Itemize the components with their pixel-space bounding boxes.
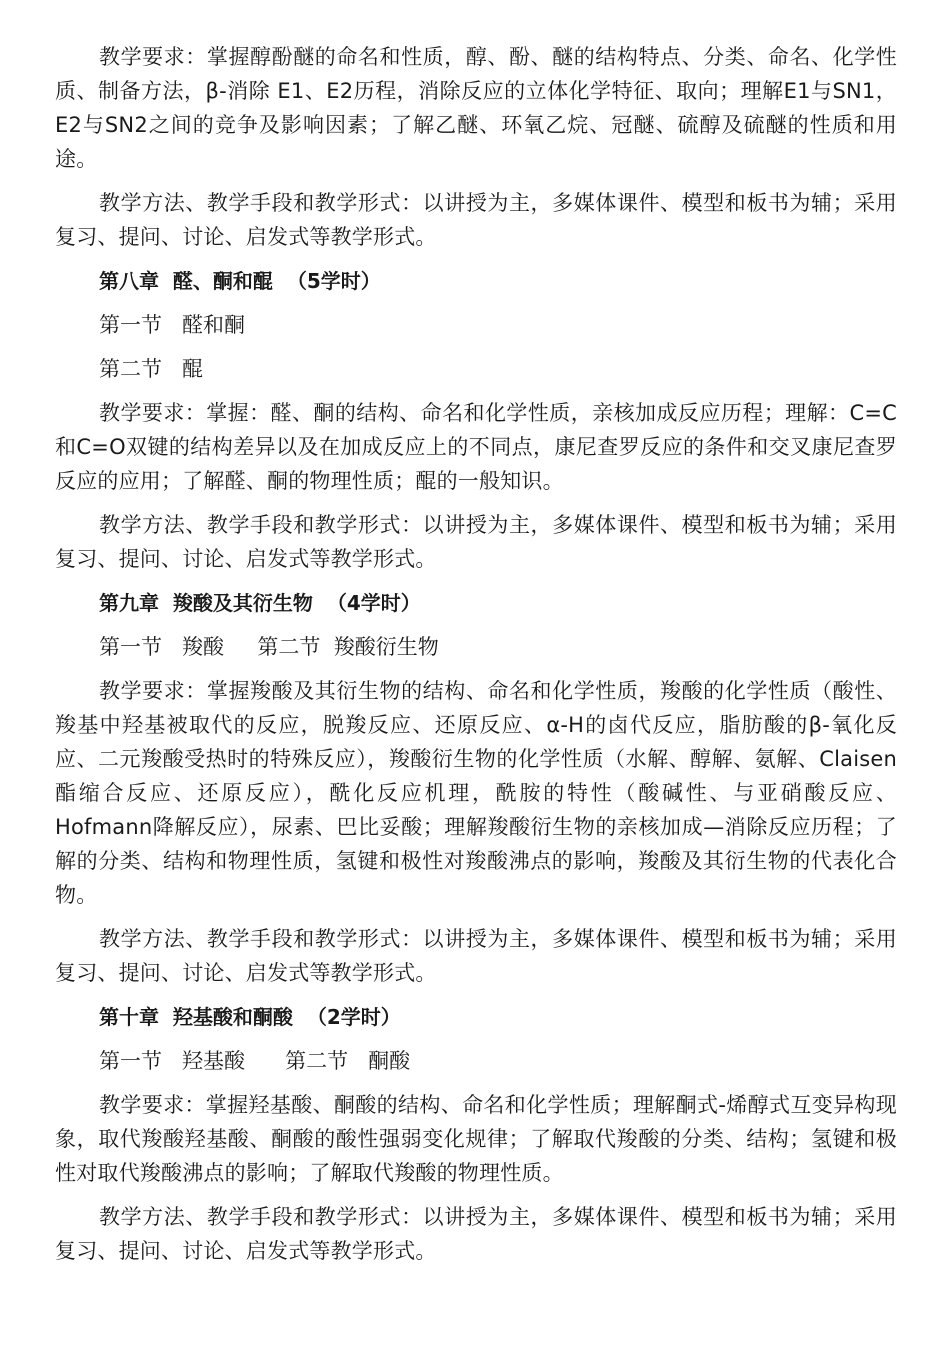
chapter-heading-8: 第八章 醛、酮和醌 （5学时） [99, 269, 381, 293]
paragraph-ch8-requirements: 教学要求：掌握：醛、酮的结构、命名和化学性质，亲核加成反应历程；理解：C=C和C=O双键的结构差异以及在加成反应上的不同点，康尼查罗反应的条件和交叉康尼查罗反应的应用；了解醛、酮的物理性质；醌的一般知识。 [55, 401, 897, 493]
section-heading-9: 第一节 羧酸 第二节 羧酸衍生物 [99, 635, 439, 659]
paragraph-ch9-requirements: 教学要求：掌握羧酸及其衍生物的结构、命名和化学性质，羧酸的化学性质（酸性、羧基中羟基被取代的反应，脱羧反应、还原反应、α-H的卤代反应，脂肪酸的β-氧化反应、二元羧酸受热时的特殊反应），羧酸衍生物的化学性质（水解、醇解、氨解、Claisen酯缩合反应、还原反应），酰化反应机理，酰胺的特性（酸碱性、与亚硝酸反应、Hofmann降解反应），尿素、巴比妥酸；理解羧酸衍生物的亲核加成—消除反应历程；了解的分类、结构和物理性质，氢键和极性对羧酸沸点的影响，羧酸及其衍生物的代表化合物。 [55, 679, 897, 907]
section-heading-8-1: 第一节 醛和酮 [99, 313, 246, 337]
chapter-heading-9: 第九章 羧酸及其衍生物 （4学时） [99, 591, 421, 615]
chapter-heading-10: 第十章 羟基酸和酮酸 （2学时） [99, 1005, 401, 1029]
paragraph-ch10-requirements: 教学要求：掌握羟基酸、酮酸的结构、命名和化学性质；理解酮式-烯醇式互变异构现象，取代羧酸羟基酸、酮酸的酸性强弱变化规律；了解取代羧酸的分类、结构；氢键和极性对取代羧酸沸点的影响；了解取代羧酸的物理性质。 [55, 1093, 897, 1185]
paragraph-ch10-methods: 教学方法、教学手段和教学形式：以讲授为主，多媒体课件、模型和板书为辅；采用复习、提问、讨论、启发式等教学形式。 [55, 1205, 897, 1263]
paragraph-ch7-requirements: 教学要求：掌握醇酚醚的命名和性质，醇、酚、醚的结构特点、分类、命名、化学性质、制备方法，β-消除 E1、E2历程，消除反应的立体化学特征、取向；理解E1与SN1，E2与SN2之间的竞争及影响因素；了解乙醚、环氧乙烷、冠醚、硫醇及硫醚的性质和用途。 [55, 45, 897, 171]
paragraph-ch9-methods: 教学方法、教学手段和教学形式：以讲授为主，多媒体课件、模型和板书为辅；采用复习、提问、讨论、启发式等教学形式。 [55, 927, 897, 985]
paragraph-ch7-methods: 教学方法、教学手段和教学形式：以讲授为主，多媒体课件、模型和板书为辅；采用复习、提问、讨论、启发式等教学形式。 [55, 191, 897, 249]
paragraph-ch8-methods: 教学方法、教学手段和教学形式：以讲授为主，多媒体课件、模型和板书为辅；采用复习、提问、讨论、启发式等教学形式。 [55, 513, 897, 571]
document-page [55, 40, 897, 1278]
section-heading-10: 第一节 羟基酸 第二节 酮酸 [99, 1049, 411, 1073]
section-heading-8-2: 第二节 醌 [99, 357, 204, 381]
